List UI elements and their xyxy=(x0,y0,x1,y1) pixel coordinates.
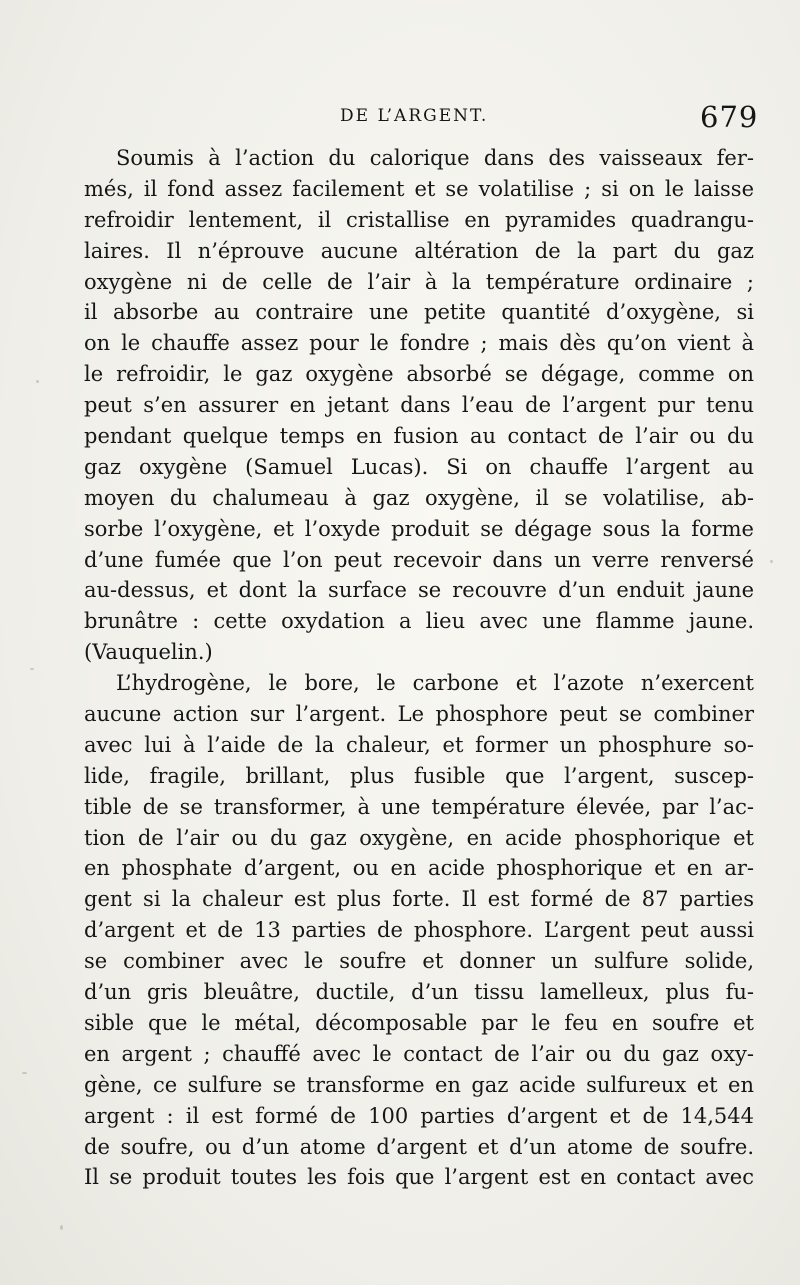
text-line: pendant quelque temps en fusion au contact de l’air ou du xyxy=(84,424,754,449)
text-line: gent si la chaleur est plus forte. Il est formé de 87 parties xyxy=(84,887,754,912)
text-line: le refroidir, le gaz oxygène absorbé se dégage, comme on xyxy=(84,362,754,387)
paragraph xyxy=(84,143,754,668)
header-title: DE L’ARGENT. xyxy=(340,106,489,126)
text-line: tible de se transformer, à une température élevée, par l’ac- xyxy=(84,794,754,819)
text-line: aucune action sur l’argent. Le phosphore peut se combiner xyxy=(84,702,754,727)
text-line: Il se produit toutes les fois que l’argent est en contact avec xyxy=(84,1165,754,1190)
text-line: lide, fragile, brillant, plus fusible que l’argent, suscep- xyxy=(84,763,754,788)
text-line: de soufre, ou d’un atome d’argent et d’un atome de soufre. xyxy=(84,1134,754,1159)
text-line: argent : il est formé de 100 parties d’argent et de 14,544 xyxy=(84,1103,754,1128)
text-line: sible que le métal, décomposable par le feu en soufre et xyxy=(84,1010,754,1035)
text-line: au-dessus, et dont la surface se recouvre d’un enduit jaune xyxy=(84,578,754,603)
text-line: peut s’en assurer en jetant dans l’eau de l’argent pur tenu xyxy=(84,393,754,418)
text-line: avec lui à l’aide de la chaleur, et former un phosphure so- xyxy=(84,732,754,757)
running-head xyxy=(0,100,800,140)
text-line: Soumis à l’action du calorique dans des vaisseaux fer- xyxy=(116,146,754,170)
text-line: on le chauffe assez pour le fondre ; mais dès qu’on vient à xyxy=(84,331,754,356)
text-line: laires. Il n’éprouve aucune altération de la part du gaz xyxy=(84,238,754,263)
text-line: gène, ce sulfure se transforme en gaz acide sulfureux et en xyxy=(84,1072,754,1097)
paper-speck xyxy=(22,1072,27,1074)
page-number: 679 xyxy=(700,100,759,134)
text-line: (Vauquelin.) xyxy=(84,640,213,665)
text-line: d’argent et de 13 parties de phosphore. L’argent peut aussi xyxy=(84,918,754,943)
paper-speck xyxy=(770,560,773,563)
text-line: il absorbe au contraire une petite quantité d’oxygène, si xyxy=(84,300,754,325)
text-line: més, il fond assez facilement et se volatilise ; si on le laisse xyxy=(84,176,754,201)
paper-speck xyxy=(30,668,34,670)
text-line: sorbe l’oxygène, et l’oxyde produit se dégage sous la forme xyxy=(84,516,754,541)
paper-speck xyxy=(36,380,39,383)
text-line: moyen du chalumeau à gaz oxygène, il se volatilise, ab- xyxy=(84,485,754,510)
text-line: refroidir lentement, il cristallise en pyramides quadrangu- xyxy=(84,207,754,232)
body-text xyxy=(84,143,754,1193)
text-line: gaz oxygène (Samuel Lucas). Si on chauffe l’argent au xyxy=(84,454,754,479)
text-line: tion de l’air ou du gaz oxygène, en acide phosphorique et xyxy=(84,825,754,850)
paper-speck xyxy=(60,1225,63,1230)
text-line: d’une fumée que l’on peut recevoir dans un verre renversé xyxy=(84,547,754,572)
text-line: en phosphate d’argent, ou en acide phosphorique et en ar- xyxy=(84,856,754,881)
text-line: L’hydrogène, le bore, le carbone et l’azote n’exercent xyxy=(116,671,754,696)
text-line: en argent ; chauffé avec le contact de l’air ou du gaz oxy- xyxy=(84,1041,754,1066)
paragraph xyxy=(84,668,754,1193)
text-line: d’un gris bleuâtre, ductile, d’un tissu lamelleux, plus fu- xyxy=(84,980,754,1005)
text-line: oxygène ni de celle de l’air à la température ordinaire ; xyxy=(84,269,754,294)
text-line: se combiner avec le soufre et donner un sulfure solide, xyxy=(84,949,754,974)
text-line: brunâtre : cette oxydation a lieu avec une flamme jaune. xyxy=(84,609,754,634)
